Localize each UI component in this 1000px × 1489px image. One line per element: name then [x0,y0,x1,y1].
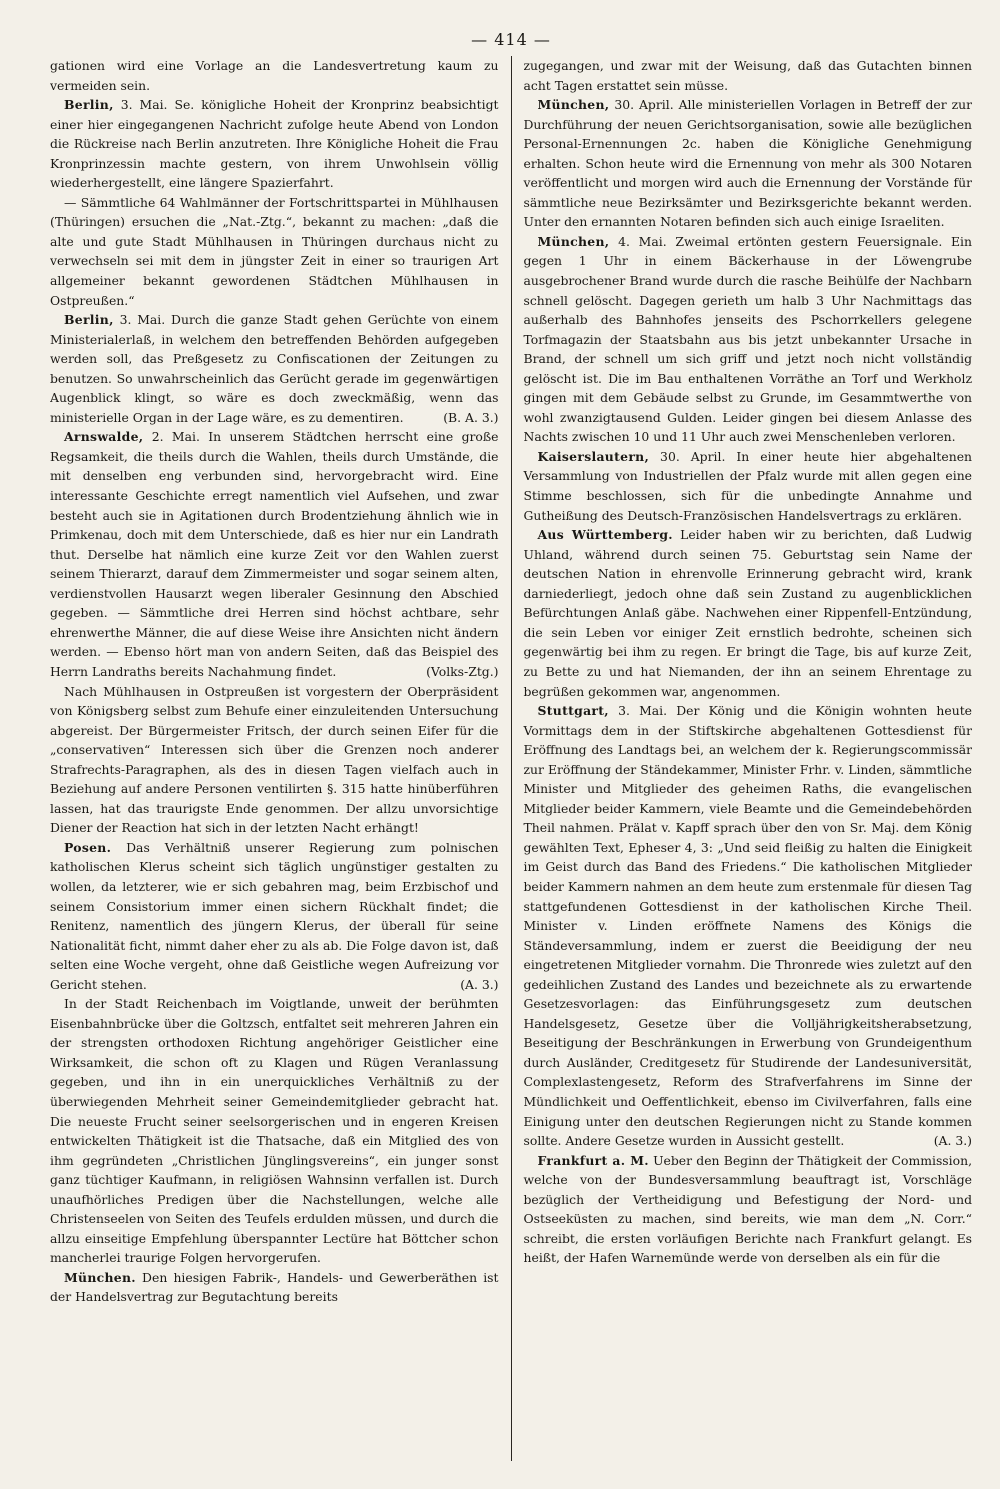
dateline-place: München. [64,1269,136,1285]
source-citation: (A. 3.) [933,1133,973,1149]
page-number: — 414 — [471,30,551,49]
article-text: 4. Mai. Zweimal ertönten gestern Feuersignale. Ein gegen 1 Uhr in einem Bäckerhause in der Löwengrube ausgebrochener Brand wurde durch die rasche Beihülfe der Nachbarn schnell gelöscht. Dagegen gerieth um halb 3 Uhr Nachmittags das außerhalb des Bahnhofes jenseits des Pschorrkellers gelegene Torfmagazin der Staatsbahn aus bis jetzt unbekannter Ursache in Brand, der schnell um sich griff und jetzt noch nicht vollständig gelöscht ist. Die im Bau enthaltenen Vorräthe an Torf und Werkholz gingen mit dem Gebäude selbst zu Grunde, im Gesammtwerthe von wohl zwanzigtausend Gulden. Leider gingen bei diesem Anlasse des Nachts zwischen 10 und 11 Uhr auch zwei Menschenleben verloren. [523,233,973,445]
article-paragraph [50,310,499,427]
article-paragraph [50,56,499,95]
article-text: 30. April. Alle ministeriellen Vorlagen in Betreff der zur Durchführung der neuen Gerichtsorganisation, sowie alle bezüglichen Personal-Ernennungen 2c. haben die Königliche Genehmigung erhalten. Schon heute wird die Ernennung von mehr als 300 Notaren veröffentlicht und morgen wird auch die Ernennung der Vorstände für sämmtliche neue Bezirksämter und Bezirksgerichte bekannt werden. Unter den ernannten Notaren befinden sich auch einige Israeliten. [523,97,973,230]
source-citation: (A. 3.) [460,976,499,992]
article-paragraph [524,525,973,701]
article-paragraph [50,95,499,193]
dateline-place: München, [537,233,610,249]
dateline-place: Berlin, [64,97,114,113]
article-paragraph [50,427,499,681]
article-paragraph [524,1151,973,1268]
article-text: Den hiesigen Fabrik-, Handels- und Gewerberäthen ist der Handelsvertrag zur Begutachtung bereits [50,1269,499,1305]
dateline-place: Kaiserslautern, [537,448,650,464]
article-text: Ueber den Beginn der Thätigkeit der Commission, welche von der Bundesversammlung beauftragt ist, Vorschläge bezüglich der Vertheidigung und Befestigung der Nord- und Ostseeküsten zu machen, sind bereits, wie man dem „N. Corr.“ schreibt, die ersten vorläufigen Berichte nach Frankfurt gelangt. Es heißt, der Hafen Warnemünde werde von derselben als ein für die [523,1152,973,1266]
article-paragraph [524,447,973,525]
source-citation: (Volks-Ztg.) [426,663,499,679]
article-text: gationen wird eine Vorlage an die Landesvertretung kaum zu vermeiden sein. [50,58,499,93]
article-text: Leider haben wir zu berichten, daß Ludwig Uhland, während durch seinen 75. Geburtstag sein Name der deutschen Nation in ehrenvolle Erinnerung gebracht wird, krank darniederliegt, jedoch ohne daß sein Zustand zu augenblicklichen Befürchtungen Anlaß gäbe. Nachwehen einer Rippenfell-Entzündung, die sein Leben vor einiger Zeit ernstlich bedrohte, scheinen sich gegenwärtig bei ihm zu regen. Er bringt die Tage, bis auf kurze Zeit, zu Bette zu und hat Niemanden, der ihn an seinem Ehrentage zu begrüßen gekommen war, angenommen. [523,527,973,699]
right-column [512,56,973,1461]
article-paragraph [50,994,499,1268]
dateline-place: Frankfurt a. M. [537,1152,649,1168]
article-paragraph [524,701,973,1151]
article-text: 3. Mai. Durch die ganze Stadt gehen Gerüchte von einem Ministerialerlaß, in welchem den betreffenden Behörden aufgegeben werden soll, das Preßgesetz zu Confiscationen der Zeitungen zu benutzen. So unwahrscheinlich das Gerücht gerade im gegenwärtigen Augenblick klingt, so wäre es doch zweckmäßig, wenn das ministerielle Organ in der Lage wäre, es zu dementiren. [50,312,499,425]
article-text: zugegangen, und zwar mit der Weisung, daß das Gutachten binnen acht Tagen erstattet sein müsse. [523,58,973,93]
article-paragraph [50,1268,499,1307]
article-paragraph [50,682,499,838]
article-text: 30. April. In einer heute hier abgehaltenen Versammlung von Industriellen der Pfalz wurde mit allen gegen eine Stimme beschlossen, sich für die unbedingte Annahme und Gutheißung des Deutsch-Französischen Handelsvertrags zu erklären. [523,448,973,523]
article-text: 3. Mai. Se. königliche Hoheit der Kronprinz beabsichtigt einer hier eingegangenen Nachricht zufolge heute Abend von London die Rückreise nach Berlin anzutreten. Ihre Königliche Hoheit die Frau Kronprinzessin machte gestern, von ihrem Unwohlsein völlig wiederhergestellt, eine längere Spazierfahrt. [50,97,499,191]
article-text: In der Stadt Reichenbach im Voigtlande, unweit der berühmten Eisenbahnbrücke über die Goltzsch, entfaltet seit mehreren Jahren ein der strengsten orthodoxen Richtung angehöriger Geistlicher eine Wirksamkeit, die schon oft zu Klagen und Rügen Veranlassung gegeben, und ihn in ein unerquickliches Verhältniß zu der überwiegenden Mehrheit seiner Gemeindemitglieder gebracht hat. Die neueste Frucht seiner seelsorgerischen und in engeren Kreisen entwickelten Thätigkeit ist die Thatsache, daß ein Mitglied des von ihm gegründeten „Christlichen Jünglingsvereins“, ein junger sonst ganz tüchtiger Kaufmann, in religiösen Wahnsinn verfallen ist. Durch unaufhörliches Predigen über die Nachstellungen, welche alle Christenseelen von Seiten des Teufels erdulden müssen, und durch die allzu einseitige Empfehlung überspannter Lectüre hat Böttcher schon mancherlei traurige Folgen hervorgerufen. [50,996,499,1266]
article-paragraph [524,56,973,95]
article-paragraph [50,193,499,310]
article-text: 2. Mai. In unserem Städtchen herrscht eine große Regsamkeit, die theils durch die Wahlen, theils durch Umstände, die mit denselben eng verbunden sind, hervorgebracht wird. Eine interessante Geschichte erregt namentlich viel Aufsehen, und zwar besteht auch sie in Agitationen durch Brodentziehung ähnlich wie in Primkenau, doch mit dem Unterschiede, daß es hier nur ein Landrath thut. Derselbe hat nämlich eine kurze Zeit vor den Wahlen zuerst seinem Thierarzt, darauf dem Zimmermeister und sogar seinem alten, verdienstvollen Hausarzt wegen liberaler Gesinnung den Abschied gegeben. — Sämmtliche drei Herren sind höchst achtbare, sehr ehrenwerthe Männer, die auf diese Weise ihre Ansichten nicht ändern werden. — Ebenso hört man von andern Seiten, daß das Beispiel des Herrn Landraths bereits Nachahmung findet. [50,429,499,679]
left-column [50,56,511,1461]
source-citation: (B. A. 3.) [443,409,499,425]
article-text: Nach Mühlhausen in Ostpreußen ist vorgestern der Oberpräsident von Königsberg selbst zum Behufe einer einzuleitenden Untersuchung abgereist. Der Bürgermeister Fritsch, der durch seinen Eifer für die „conservativen“ Interessen sich über die Grenzen noch anderer Strafrechts-Paragraphen, als des in diesen Tagen vielfach auch in Beziehung auf andere Personen ventilirten §. 315 hatte hinüberführen lassen, hat das traurigste Ende genommen. Der allzu unvorsichtige Diener der Reaction hat sich in der letzten Nacht erhängt! [50,683,499,836]
text-columns [50,56,972,1461]
article-paragraph [50,838,499,994]
article-paragraph [524,95,973,232]
article-text: 3. Mai. Der König und die Königin wohnten heute Vormittags dem in der Stiftskirche abgehaltenen Gottesdienst für Eröffnung des Landtags bei, an welchem der k. Regierungscommissär zur Eröffnung der Ständekammer, Minister Frhr. v. Linden, sämmtliche Minister und Mitglieder des geheimen Raths, die evangelischen Mitglieder beider Kammern, viele Beamte und die Gemeindebehörden Theil nahmen. Prälat v. Kapff sprach über den von Sr. Maj. dem König gewählten Text, Epheser 4, 3: „Und seid fleißig zu halten die Einigkeit im Geist durch das Band des Friedens.“ Die katholischen Mitglieder beider Kammern nahmen an dem heute zum erstenmale für diesen Tag stattgefundenen Gottesdienst in der katholischen Kirche Theil. Minister v. Linden eröffnete Namens des Königs die Ständeversammlung, indem er zuerst die Beeidigung der neu eingetretenen Mitglieder vornahm. Die Thronrede wies zuletzt auf den gedeihlichen Zustand des Landes und bezeichnete als zu erwartende Gesetzesvorlagen: das Einführungsgesetz zum deutschen Handelsgesetz, Gesetze über die Volljährigkeitsherabsetzung, Beseitigung der Beschränkungen in Erwerbung von Grundeigenthum durch Ausländer, Creditgesetz für Studirende der Landesuniversität, Complexlastengesetz, Reform des Strafverfahrens im Sinne der Mündlichkeit und Oeffentlichkeit, ebenso im Civilverfahren, falls eine Einigung unter den deutschen Regierungen nicht zu Stande kommen sollte. Andere Gesetze wurden in Aussicht gestellt. [523,703,973,1149]
dateline-place: Stuttgart, [537,703,609,719]
article-paragraph [524,232,973,447]
dateline-place: Posen. [64,839,112,855]
dateline-place: München, [537,97,610,113]
article-text: — Sämmtliche 64 Wahlmänner der Fortschrittspartei in Mühlhausen (Thüringen) ersuchen die „Nat.-Ztg.“, bekannt zu machen: „daß die alte und gute Stadt Mühlhausen in Thüringen durchaus nicht zu verwechseln sei mit dem in jüngster Zeit in einer so traurigen Art allgemeiner bekannt gewordenen Städtchen Mühlhausen in Ostpreußen.“ [50,194,499,308]
article-text: Das Verhältniß unserer Regierung zum polnischen katholischen Klerus scheint sich täglich ungünstiger gestalten zu wollen, da letzterer, wie er sich gebahren mag, beim Erzbischof und seinem Consistorium immer einen sichern Rückhalt findet; die Renitenz, namentlich des jüngern Klerus, der überall für seine Nationalität ficht, nimmt daher eher zu als ab. Die Folge davon ist, daß selten eine Woche vergeht, ohne daß Geistliche wegen Aufreizung vor Gericht stehen. [50,839,499,992]
dateline-place: Aus Württemberg. [537,527,673,543]
dateline-place: Arnswalde, [64,429,144,445]
dateline-place: Berlin, [64,312,114,328]
